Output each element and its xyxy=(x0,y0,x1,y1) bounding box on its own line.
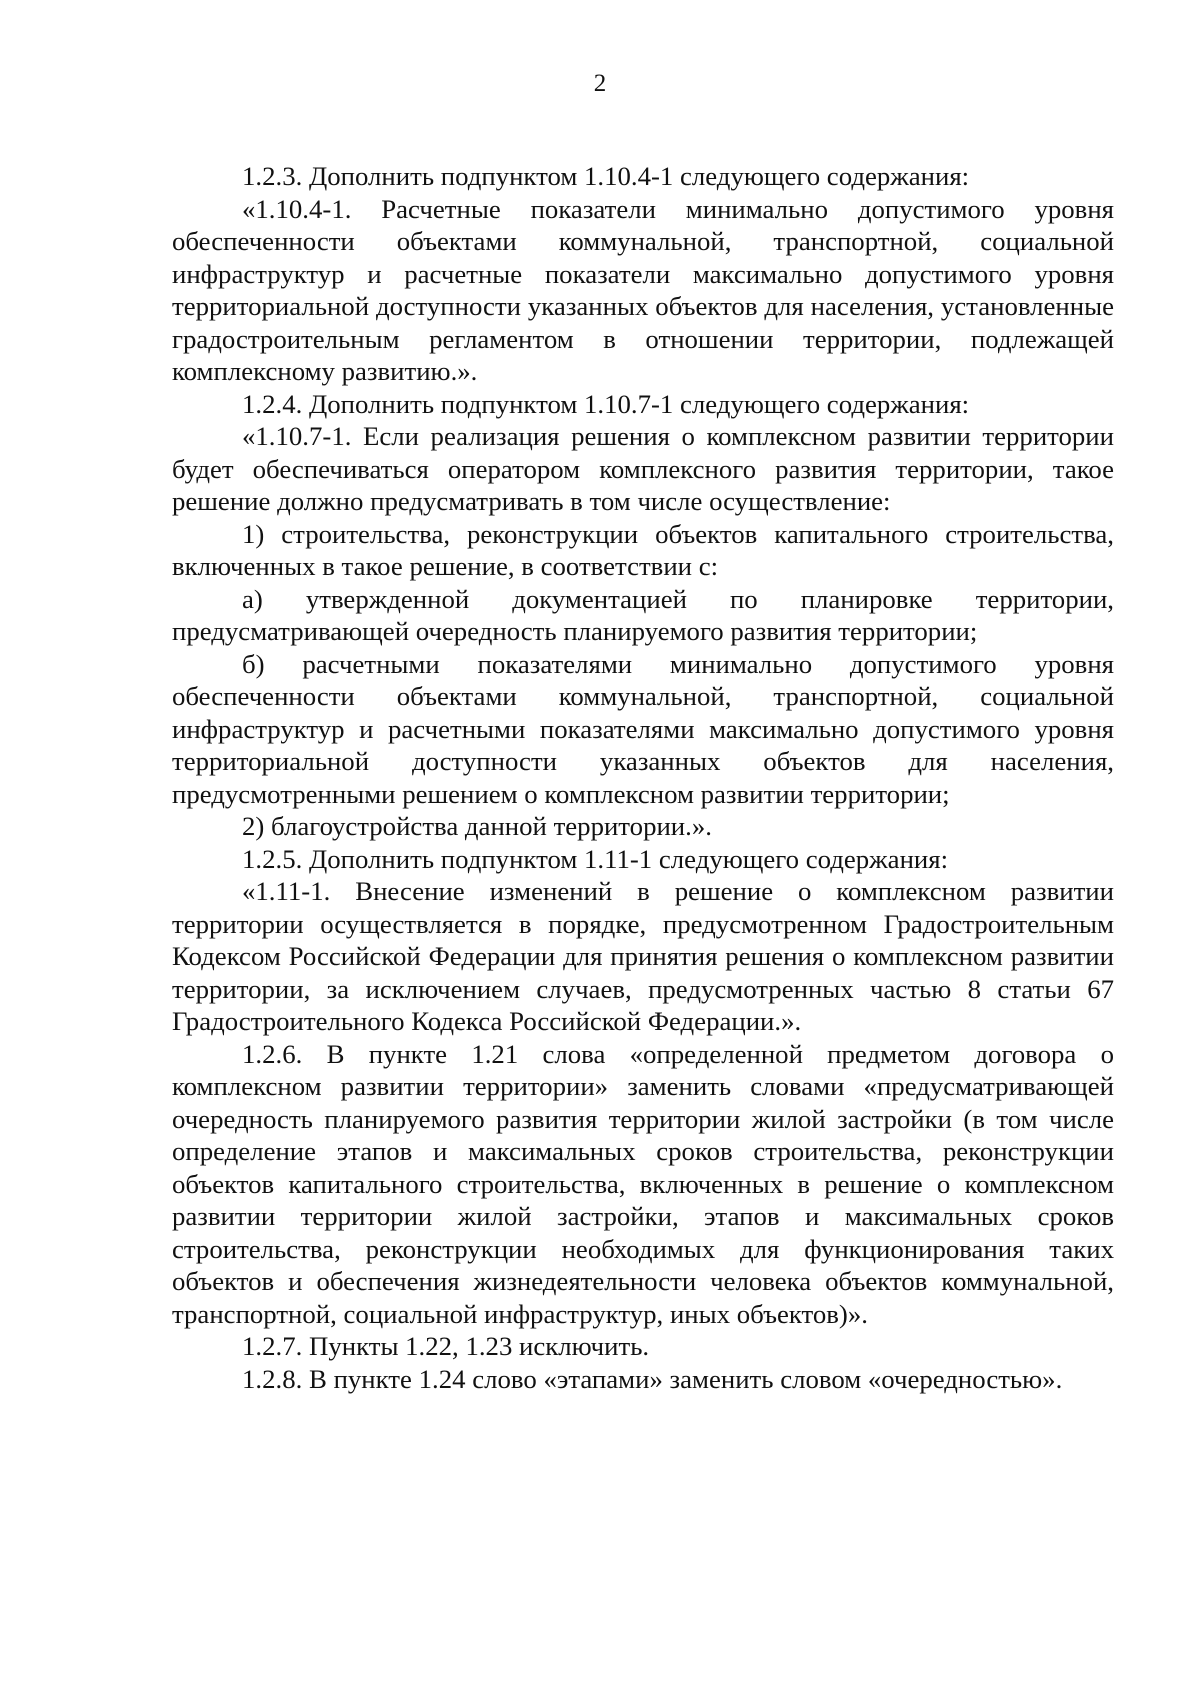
paragraph-1-2-3-heading: 1.2.3. Дополнить подпунктом 1.10.4-1 следующего содержания: xyxy=(242,161,970,191)
paragraph-1-2-4-heading: 1.2.4. Дополнить подпунктом 1.10.7-1 следующего содержания: xyxy=(242,388,970,419)
paragraph-1-11-1: «1.11-1. Внесение изменений в решение о комплексном развитии территории осуществляется в порядке, предусмотренном Градостроительным Кодексом Российской Федерации для принятия решения о комплексном развитии территории, за исключением случаев, предусмотренных частью 8 статьи 67 Градостроительного Кодекса Российской Федерации.». xyxy=(172,876,1114,1036)
page-number: 2 xyxy=(593,70,607,97)
paragraph-1-2-5-heading: 1.2.5. Дополнить подпунктом 1.11-1 следующего содержания: xyxy=(242,843,949,874)
list-item-a: а) утвержденной документацией по планировке территории, предусматривающей очередность планируемого развития территории; xyxy=(172,583,1114,646)
paragraph-1-10-7-1: «1.10.7-1. Если реализация решения о комплексном развитии территории будет обеспечиваться оператором комплексного развития территории, такое решение должно предусматривать в том числе осуществление: xyxy=(172,421,1114,516)
list-item-1: 1) строительства, реконструкции объектов капитального строительства, включенных в такое решение, в соответствии с: xyxy=(172,518,1114,581)
paragraph-1-2-7: 1.2.7. Пункты 1.22, 1.23 исключить. xyxy=(242,1331,650,1361)
list-item-2: 2) благоустройства данной территории.». xyxy=(242,811,712,841)
list-item-b: б) расчетными показателями минимально допустимого уровня обеспеченности объектами коммунальной, транспортной, социальной инфраструктур и расчетными показателями максимально допустимого уровня территориальной доступности указанных объектов для населения, предусмотренными решением о комплексном развитии территории; xyxy=(172,648,1114,809)
document-body xyxy=(172,160,1114,1395)
paragraph-1-2-6: 1.2.6. В пункте 1.21 слова «определенной предметом договора о комплексном развитии территории» заменить словами «предусматривающей очередность планируемого развития территории жилой застройки (в том числе определение этапов и максимальных сроков строительства, реконструкции объектов капитального строительства, включенных в решение о комплексном развитии территории жилой застройки, этапов и максимальных сроков строительства, реконструкции необходимых для функционирования таких объектов и обеспечения жизнедеятельности человека объектов коммунальной, транспортной, социальной инфраструктур, иных объектов)». xyxy=(172,1038,1114,1329)
paragraph-1-2-8: 1.2.8. В пункте 1.24 слово «этапами» заменить словом «очередностью». xyxy=(242,1363,1063,1394)
paragraph-1-10-4-1: «1.10.4-1. Расчетные показатели минимально допустимого уровня обеспеченности объектами коммунальной, транспортной, социальной инфраструктур и расчетные показатели максимально допустимого уровня территориальной доступности указанных объектов для населения, установленные градостроительным регламентом в отношении территории, подлежащей комплексному развитию.». xyxy=(172,193,1114,386)
